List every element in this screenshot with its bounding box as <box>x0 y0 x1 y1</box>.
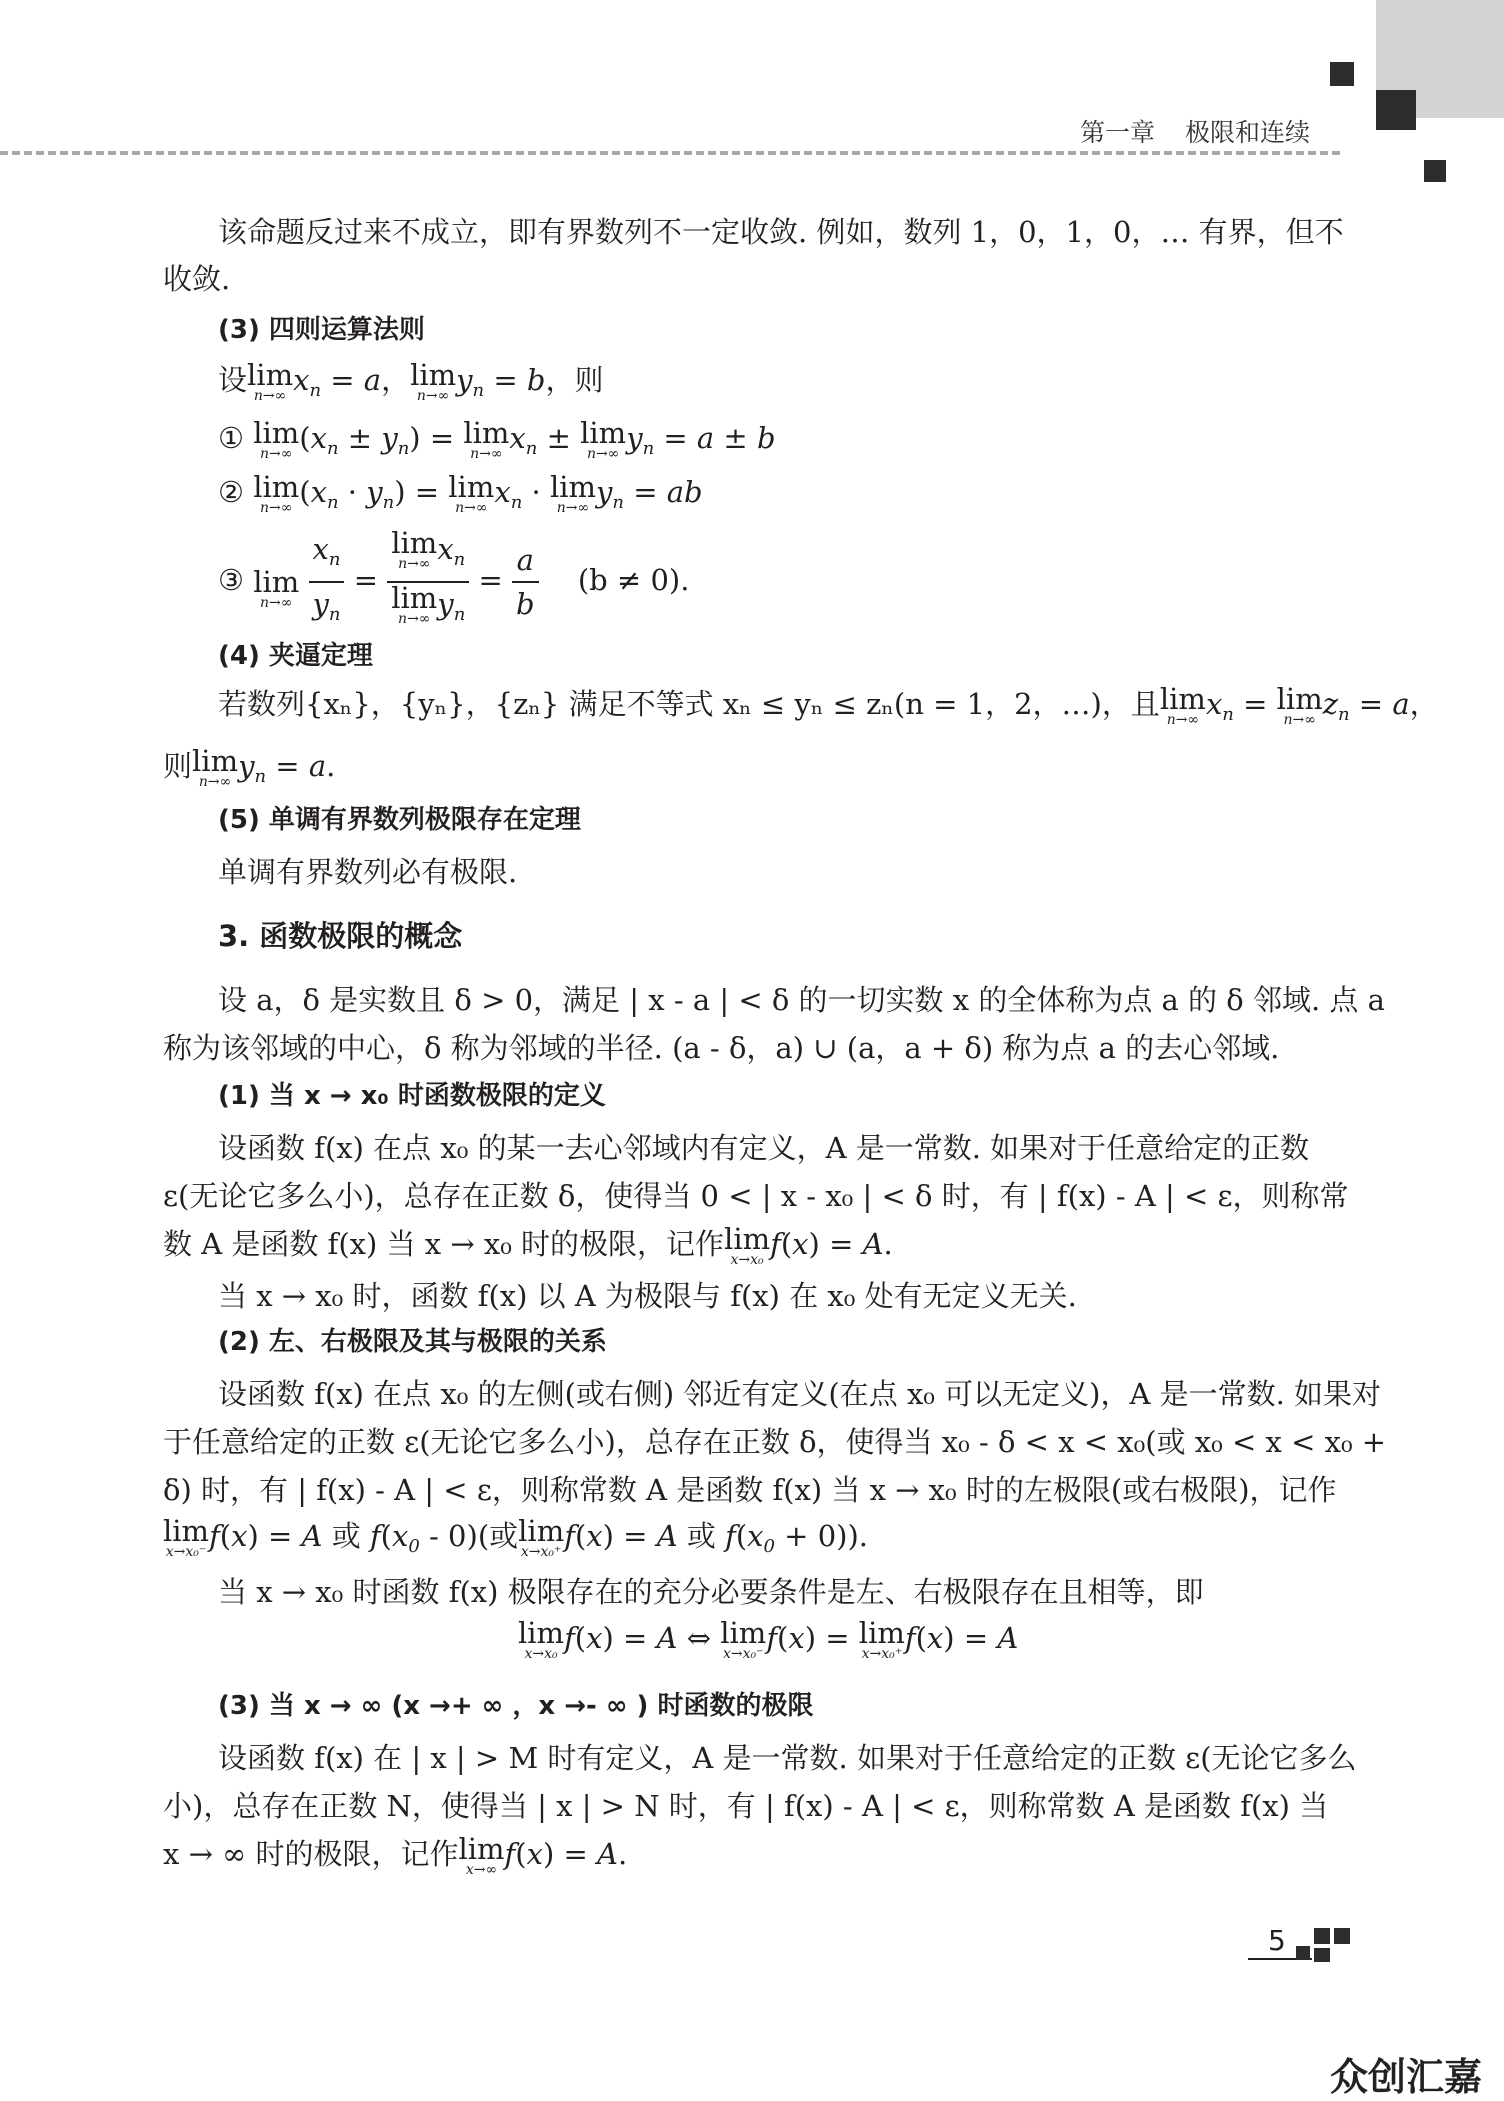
chapter-title: 极限和连续 <box>1185 118 1311 147</box>
header-square-1 <box>1330 62 1354 86</box>
paragraph-def1-line4: 当 x → x₀ 时，函数 f(x) 以 A 为极限与 f(x) 在 x₀ 处有无定义无关. <box>218 1279 1077 1313</box>
footer-square-1 <box>1314 1928 1330 1944</box>
paragraph-def2-line5: 当 x → x₀ 时函数 f(x) 极限存在的充分必要条件是左、右极限存在且相等，即 <box>218 1575 1204 1609</box>
footer-square-4 <box>1296 1946 1310 1960</box>
heading-one-sided-limits: (2) 左、右极限及其与极限的关系 <box>218 1327 607 1357</box>
paragraph-def2-line3: δ) 时，有 | f(x) - A | < ε，则称常数 A 是函数 f(x) 当 x → x₀ 时的左极限(或右极限)，记作 <box>163 1473 1337 1507</box>
paragraph-monotone: 单调有界数列必有极限. <box>218 855 518 889</box>
heading-monotone-bounded: (5) 单调有界数列极限存在定理 <box>218 805 581 835</box>
paragraph-def3-line3: x → ∞ 时的极限，记作lim x→∞ f(x) = A. <box>163 1832 628 1878</box>
paragraph-def2-line4: lim x→x₀⁻ f(x) = A 或 $f(x_0 - 0)$(或lim x→x₀⁺ f(x) = A 或 $f(x_0 + 0)$). <box>163 1514 868 1560</box>
chapter-label: 第一章 <box>1080 118 1156 147</box>
paragraph-def3-line2: 小)，总存在正数 N，使得当 | x | > N 时，有 | f(x) - A | < ε，则称常数 A 是函数 f(x) 当 <box>163 1789 1329 1823</box>
paragraph-def2-line1: 设函数 f(x) 在点 x₀ 的左侧(或右侧) 邻近有定义(在点 x₀ 可以无定义)，A 是一常数. 如果对 <box>218 1377 1382 1411</box>
running-header <box>1080 113 1310 149</box>
paragraph-neighborhood-line1: 设 a，δ 是实数且 δ > 0，满足 | x - a | < δ 的一切实数 x 的全体称为点 a 的 δ 邻域. 点 a <box>218 983 1385 1017</box>
paragraph-def2-line2: 于任意给定的正数 ε(无论它多么小)，总存在正数 δ，使得当 x₀ - δ < x < x₀(或 x₀ < x < x₀ + <box>163 1425 1387 1459</box>
heading-arithmetic-rules: (3) 四则运算法则 <box>218 315 425 345</box>
heading-limit-at-point: (1) 当 x → x₀ 时函数极限的定义 <box>218 1081 606 1111</box>
paragraph-converse-line1: 该命题反过来不成立，即有界数列不一定收敛. 例如，数列 1，0，1，0，… 有界，但不 <box>218 215 1344 249</box>
arithmetic-rule-quotient: ③ lim n→∞ $\frac{x_n}{y_n}$ = lim n→∞ $x_n$ lim n→∞ $y_n$ = $\frac{a}{b}$ (b ≠ 0). <box>218 526 690 627</box>
paragraph-neighborhood-line2: 称为该邻域的中心，δ 称为邻域的半径. (a - δ，a) ∪ (a，a + δ) 称为点 a 的去心邻域. <box>163 1031 1280 1065</box>
footer-square-2 <box>1334 1928 1350 1944</box>
squeeze-conclusion: 则lim n→∞ $y_n = a$. <box>163 744 336 790</box>
paragraph-def1-line1: 设函数 f(x) 在点 x₀ 的某一去心邻域内有定义，A 是一常数. 如果对于任意给定的正数 <box>218 1131 1310 1165</box>
header-square-2 <box>1376 90 1416 130</box>
arithmetic-rule-product: ② lim n→∞ $(x_n \cdot y_n) = \lim$ n→∞ $x_n \cdot \lim$ n→∞ $y_n$ = ab <box>218 470 703 516</box>
paragraph-def1-line2: ε(无论它多么小)，总存在正数 δ，使得当 0 < | x - x₀ | < δ 时，有 | f(x) - A | < ε，则称常 <box>163 1179 1349 1213</box>
footer-square-3 <box>1314 1948 1330 1962</box>
heading-squeeze-theorem: (4) 夹逼定理 <box>218 641 373 671</box>
header-dashed-rule <box>0 151 1340 155</box>
section-heading-function-limit: 3. 函数极限的概念 <box>218 919 463 953</box>
watermark-text: 众创汇嘉 <box>1330 2055 1483 2099</box>
header-square-3 <box>1424 160 1446 182</box>
squeeze-statement: 若数列{xₙ}，{yₙ}，{zₙ} 满足不等式 xₙ ≤ yₙ ≤ zₙ(n = 1，2，…)，且lim n→∞ $x_n = \lim$ n→∞ $z_n = a$， <box>218 682 1439 728</box>
paragraph-def3-line1: 设函数 f(x) 在 | x | > M 时有定义，A 是一常数. 如果对于任意给定的正数 ε(无论它多么 <box>218 1741 1357 1775</box>
paragraph-converse-line2: 收敛. <box>163 262 231 296</box>
arithmetic-premise: 设lim n→∞ $x_n = a$，lim n→∞ $y_n = b$，则 <box>218 358 604 404</box>
page-number: 5 <box>1268 1924 1286 1957</box>
paragraph-def1-line3: 数 A 是函数 f(x) 当 x → x₀ 时的极限，记作lim x→x₀ f(x) = A. <box>163 1222 893 1268</box>
arithmetic-rule-sum: ① lim n→∞ $(x_n \pm y_n) = \lim$ n→∞ $x_n \pm \lim$ n→∞ $y_n = a \pm b$ <box>218 416 776 462</box>
heading-limit-at-infinity: (3) 当 x → ∞ (x →+ ∞ ，x →- ∞ ) 时函数的极限 <box>218 1691 814 1721</box>
equation-one-sided-equivalence: lim x→x₀ f(x) = A ⇔ lim x→x₀⁻ f(x) = lim x→x₀⁺ f(x) = A <box>518 1616 1019 1662</box>
